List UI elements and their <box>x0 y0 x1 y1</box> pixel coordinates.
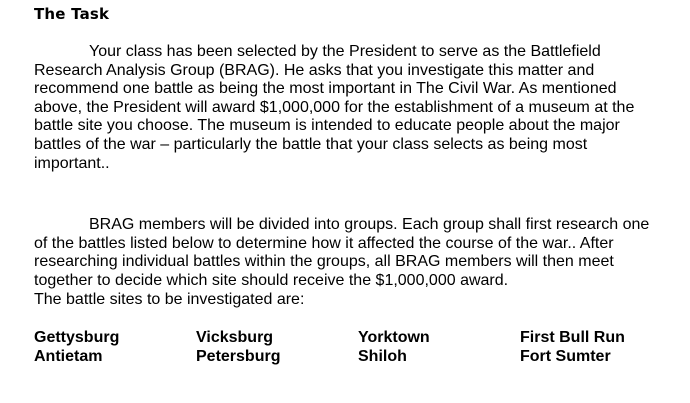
battle-sites-list <box>34 329 690 367</box>
paragraph-line: of the battles listed below to determine how it affected the course of the war.. After <box>34 234 614 252</box>
battle-site-item: Fort Sumter <box>520 348 611 365</box>
battle-site-item: Shiloh <box>358 348 407 365</box>
paragraph-line: together to decide which site should receive the $1,000,000 award. <box>34 271 509 289</box>
battle-site-item: Petersburg <box>196 348 281 365</box>
section-title: The Task <box>34 5 110 23</box>
paragraph-line: Research Analysis Group (BRAG). He asks that you investigate this matter and <box>34 61 595 79</box>
paragraph-line: recommend one battle as being the most important in The Civil War. As mentioned <box>34 80 617 98</box>
paragraph-line: BRAG members will be divided into groups. Each group shall first research one <box>89 216 650 233</box>
battle-site-item: First Bull Run <box>520 329 625 346</box>
paragraph-line: Your class has been selected by the President to serve as the Battlefield <box>89 43 601 60</box>
paragraph-line: battles of the war – particularly the battle that your class selects as being most <box>34 135 588 153</box>
group-instructions-paragraph <box>34 216 666 290</box>
battle-site-item: Yorktown <box>358 329 430 346</box>
battle-site-item: Gettysburg <box>34 329 120 346</box>
paragraph-line: researching individual battles within the groups, all BRAG members will then meet <box>34 253 614 271</box>
battle-site-item: Antietam <box>34 348 103 365</box>
battle-site-item: Vicksburg <box>196 329 274 346</box>
paragraph-line: battle site you choose. The museum is intended to educate people about the major <box>34 117 620 135</box>
paragraph-line: important.. <box>34 154 110 172</box>
paragraph-line: above, the President will award $1,000,000 for the establishment of a museum at the <box>34 98 635 116</box>
task-description-paragraph <box>34 43 666 173</box>
battle-sites-intro <box>34 291 666 310</box>
paragraph-line: The battle sites to be investigated are: <box>34 291 305 308</box>
